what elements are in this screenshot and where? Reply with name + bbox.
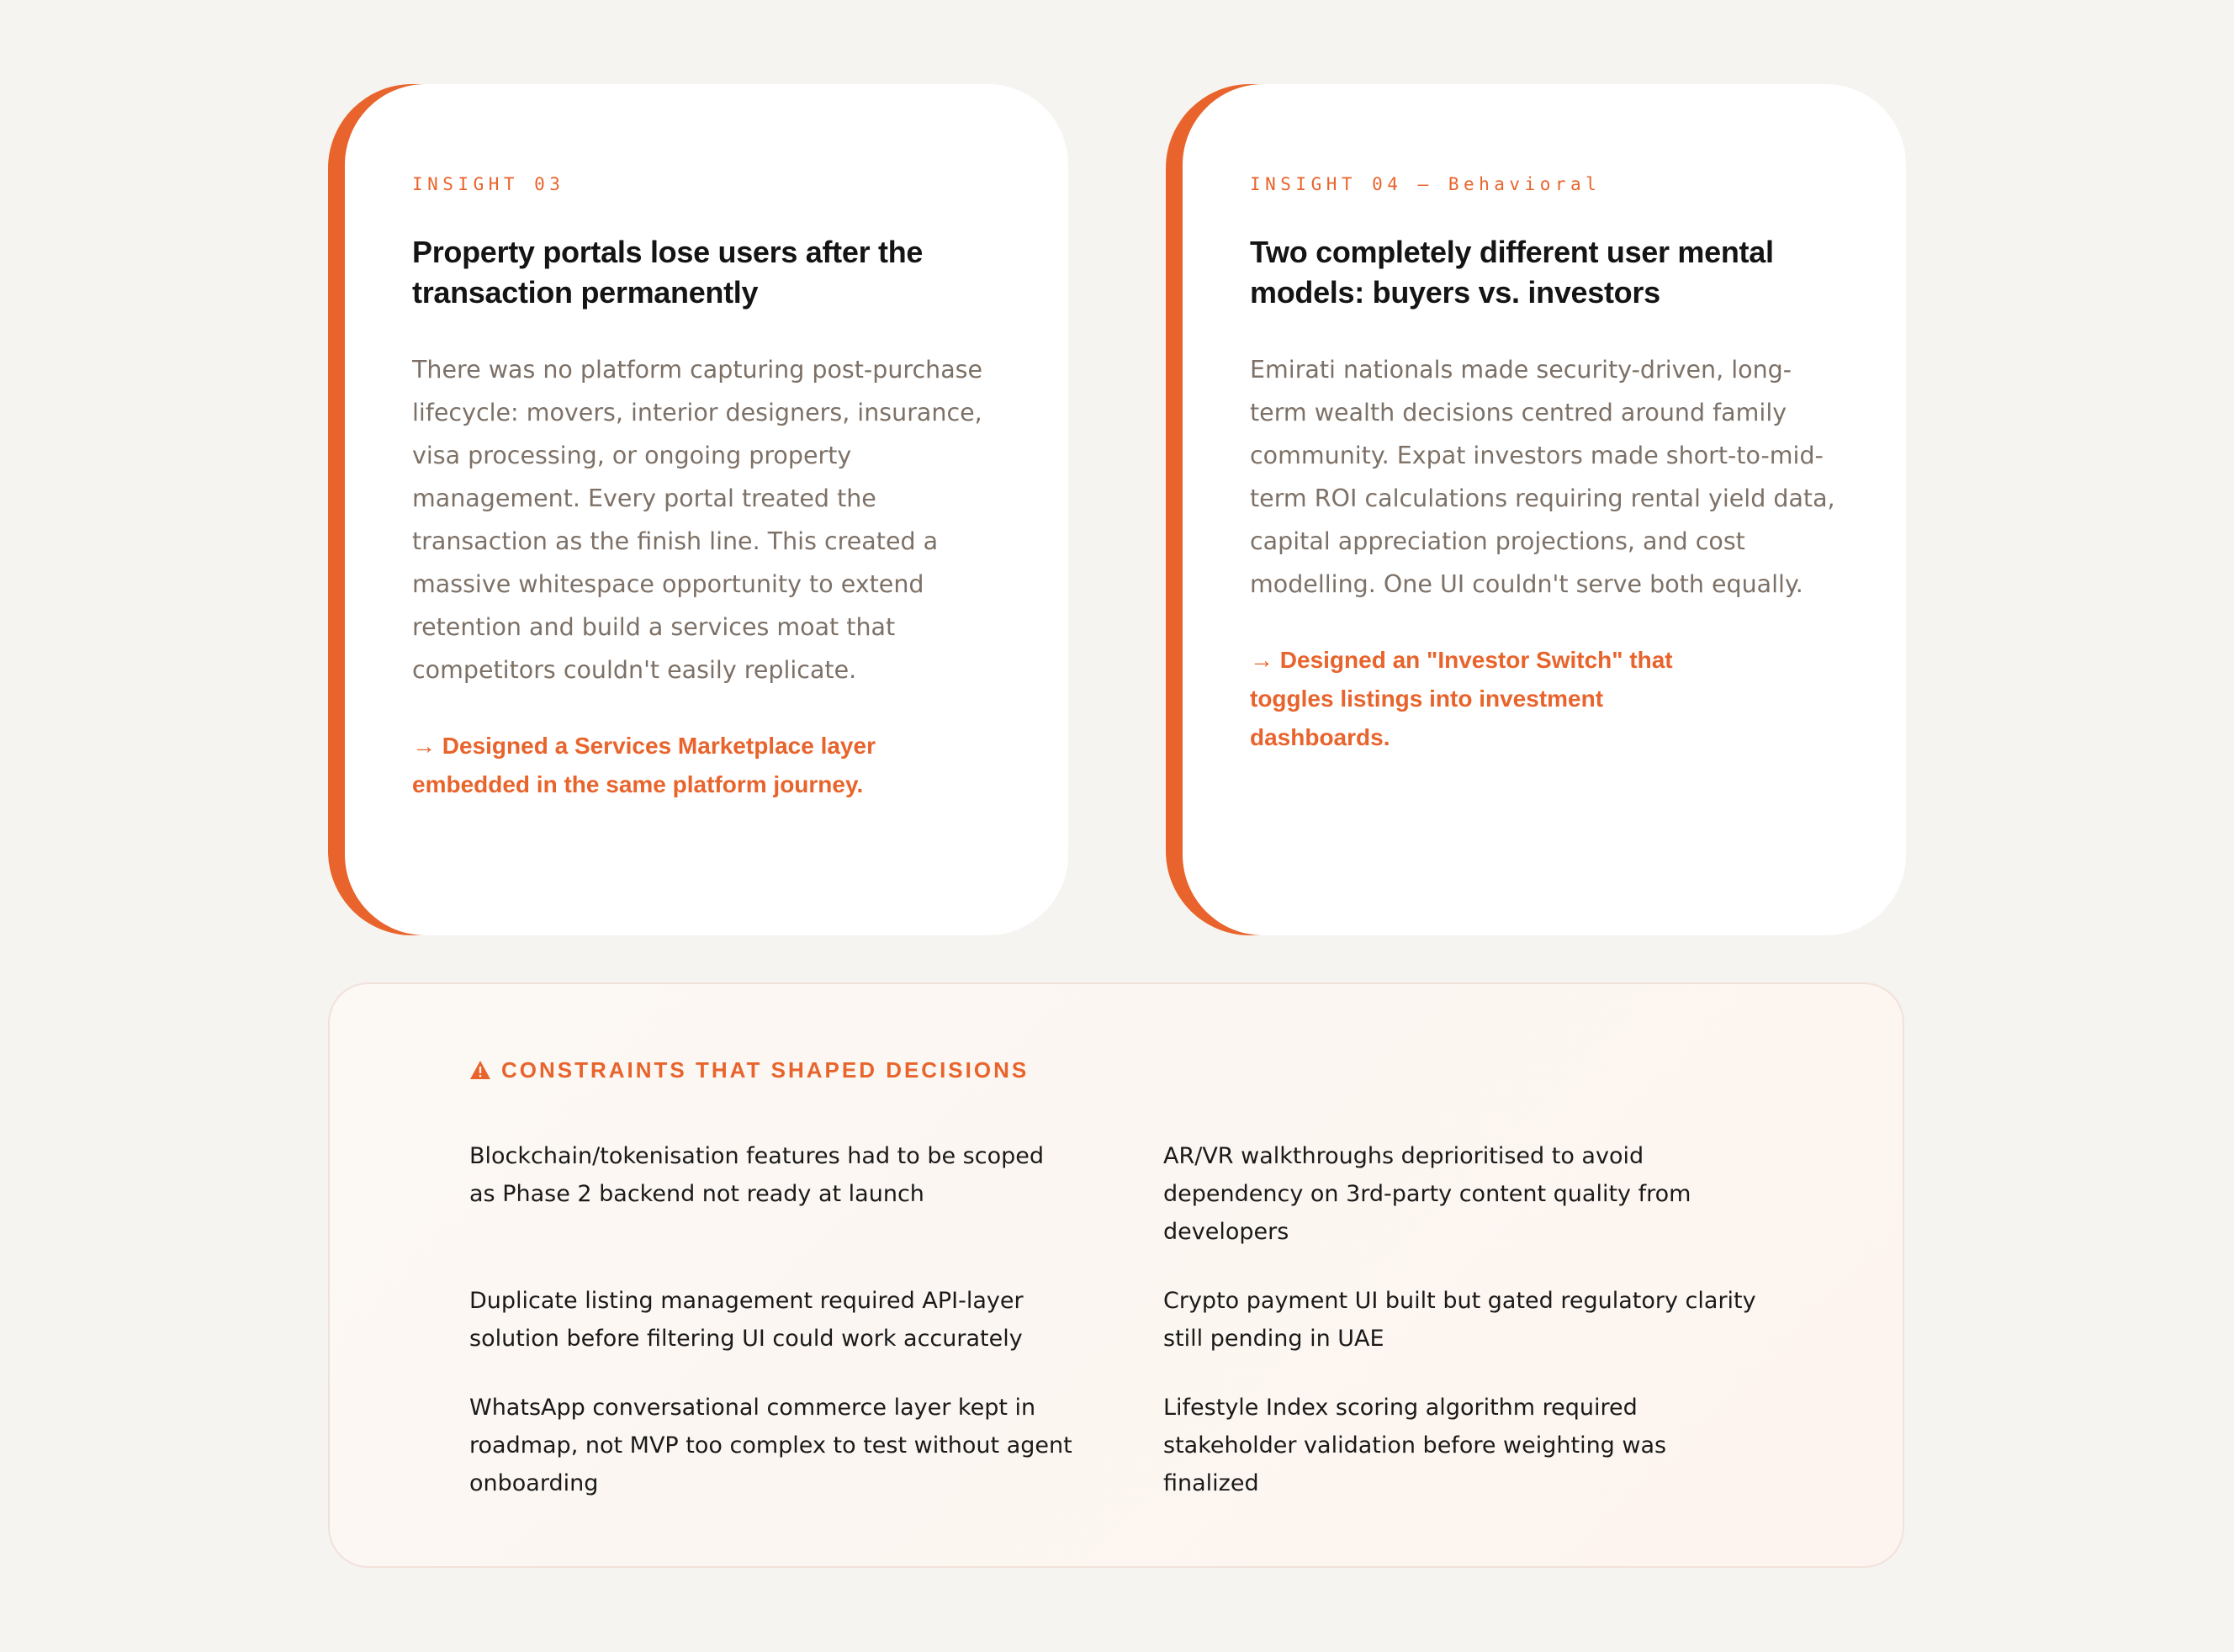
insight-body: Emirati nationals made security-driven, long-term wealth decisions centred around family community. Expat investors made short-to-mid-term ROI calculations requiring rental yield data, capital appreciation projections, and cost modelling. One UI couldn't serve both equally.: [1250, 356, 1835, 598]
insight-outcome: → Designed an "Investor Switch" that toggles listings into investment dashboards.: [1250, 647, 1673, 750]
insight-card-04: [1183, 84, 1906, 935]
constraint-item: Blockchain/tokenisation features had to be scoped as Phase 2 backend not ready at launch: [469, 1143, 1045, 1207]
insight-body: There was no platform capturing post-purchase lifecycle: movers, interior designers, insurance, visa processing, or ongoing property management. Every portal treated the transaction as the finish line. This created a massive whitespace opportunity to extend retention and build a services moat that competitors couldn't easily replicate.: [412, 356, 983, 684]
constraints-heading-text: CONSTRAINTS THAT SHAPED DECISIONS: [501, 1056, 1030, 1083]
insight-card-03: [345, 84, 1068, 935]
constraint-item: Duplicate listing management required API-layer solution before filtering UI could work accurately: [469, 1288, 1024, 1352]
insight-title: Property portals lose users after the transaction permanently: [412, 235, 924, 310]
insight-card-accent: [1166, 84, 1906, 935]
insight-title: Two completely different user mental models: buyers vs. investors: [1250, 235, 1774, 310]
insight-outcome: → Designed a Services Marketplace layer embedded in the same platform journey.: [412, 733, 876, 797]
constraints-heading: [469, 1055, 1029, 1085]
constraint-item: WhatsApp conversational commerce layer kept in roadmap, not MVP too complex to test without agent onboarding: [469, 1395, 1072, 1496]
warning-icon: [469, 1060, 491, 1080]
insight-eyebrow: INSIGHT 04 — Behavioral: [1250, 174, 1601, 194]
insight-eyebrow: INSIGHT 03: [412, 174, 565, 194]
constraint-item: Crypto payment UI built but gated regulatory clarity still pending in UAE: [1163, 1288, 1756, 1352]
constraint-item: Lifestyle Index scoring algorithm required stakeholder validation before weighting was finalized: [1163, 1395, 1667, 1496]
insight-card-accent: [328, 84, 1068, 935]
constraint-item: AR/VR walkthroughs deprioritised to avoid dependency on 3rd-party content quality from developers: [1163, 1143, 1691, 1245]
constraints-panel: [328, 982, 1904, 1568]
